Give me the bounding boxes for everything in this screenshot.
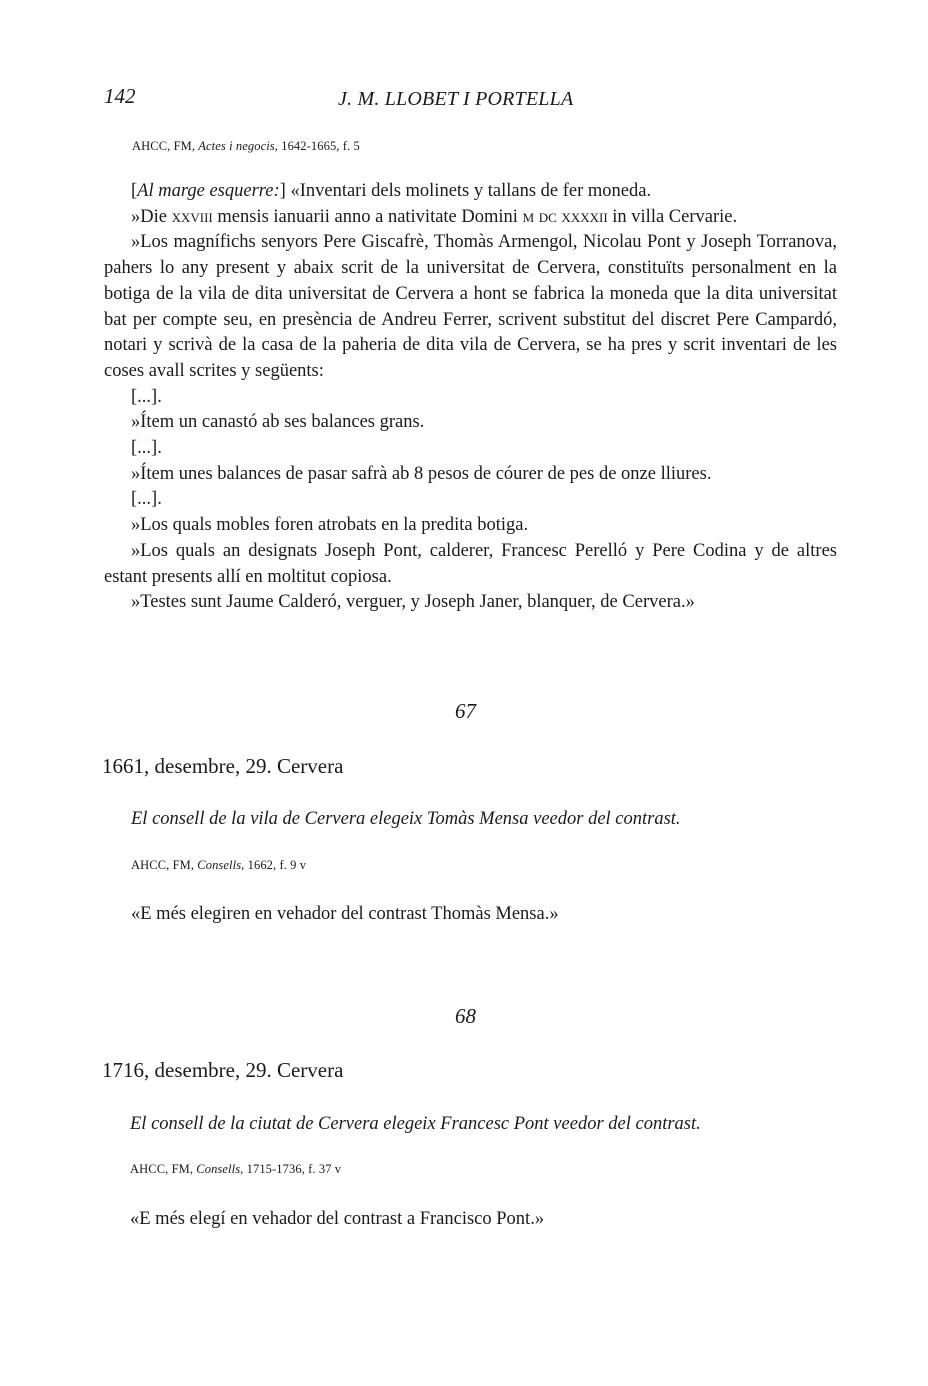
paragraph-text: «Inventari dels molinets y tallans de fer moneda. — [285, 181, 652, 201]
paragraph: »Los quals mobles foren atrobats en la predita botiga. — [131, 515, 529, 536]
document-text-67: «E més elegiren en vehador del contrast Thomàs Mensa.» — [131, 904, 559, 924]
source-title: Consells — [197, 858, 242, 872]
document-number-68: 68 — [455, 1004, 476, 1028]
source-title: Consells — [196, 1162, 241, 1176]
margin-note: Al marge esquerre: — [137, 181, 280, 201]
paragraph: »Testes sunt Jaume Calderó, verguer, y Joseph Janer, blanquer, de Cervera.» — [131, 592, 695, 613]
document-date-68: 1716, desembre, 29. Cervera — [102, 1058, 344, 1082]
ellipsis: [...]. — [131, 438, 162, 459]
paragraph: »Los quals an designats Joseph Pont, calderer, Francesc Perelló y Pere Codina y de altres estant presents allí en moltitut copiosa. — [104, 540, 837, 587]
ellipsis: [...]. — [131, 386, 162, 407]
source-title: Actes i negocis — [198, 139, 275, 153]
source-suffix: , 1715-1736, f. 37 v — [240, 1162, 342, 1176]
paragraph — [104, 205, 837, 231]
source-prefix: AHCC, FM, — [130, 1162, 197, 1176]
source-suffix: , 1662, f. 9 v — [241, 858, 307, 872]
roman-numeral: m dc xxxxii — [522, 206, 608, 227]
source-citation-66 — [132, 139, 360, 154]
running-header-author: J. M. LLOBET I PORTELLA — [338, 88, 574, 110]
source-citation-67 — [131, 858, 306, 873]
document-summary-67: El consell de la vila de Cervera elegeix Tomàs Mensa veedor del contrast. — [131, 809, 681, 829]
source-prefix: AHCC, FM, — [131, 858, 198, 872]
inventory-item: »Ítem un canastó ab ses balances grans. — [131, 412, 425, 433]
document-66-body — [104, 179, 837, 616]
document-summary-68: El consell de la ciutat de Cervera elegeix Francesc Pont veedor del contrast. — [130, 1114, 701, 1134]
text: »Die — [131, 206, 172, 227]
source-suffix: , 1642-1665, f. 5 — [274, 139, 360, 153]
source-citation-68 — [130, 1162, 341, 1177]
document-text-68: «E més elegí en vehador del contrast a Francisco Pont.» — [130, 1209, 545, 1229]
inventory-item: »Ítem unes balances de pasar safrà ab 8 pesos de cóurer de pes de onze lliures. — [131, 463, 712, 484]
roman-numeral: xxviii — [171, 206, 213, 227]
paragraph: [Al marge esquerre:] «Inventari dels molinets y tallans de fer moneda. — [131, 181, 652, 201]
text: in villa Cervarie. — [607, 206, 738, 227]
document-date-67: 1661, desembre, 29. Cervera — [102, 754, 344, 778]
page-number: 142 — [104, 84, 136, 108]
text: mensis ianuarii anno a nativitate Domini — [212, 206, 523, 227]
document-number-67: 67 — [455, 699, 476, 723]
source-prefix: AHCC, FM, — [132, 139, 199, 153]
ellipsis: [...]. — [131, 489, 162, 510]
paragraph: »Los magnífichs senyors Pere Giscafrè, Thomàs Armengol, Nicolau Pont y Joseph Torranova, pahers lo any present y abaix scrit de la universitat de Cervera, constituïts personalment en la botiga de la vila de dita universitat de Cervera a hont se fabrica la moneda que la dita universitat bat per compte seu, en presència de Andreu Ferrer, scrivent substitut del discret Pere Campardó, notari y scrivà de la casa de la paheria de dita vila de Cervera, se ha pres y scrit inventari de les coses avall scrites y següents: — [104, 232, 837, 381]
